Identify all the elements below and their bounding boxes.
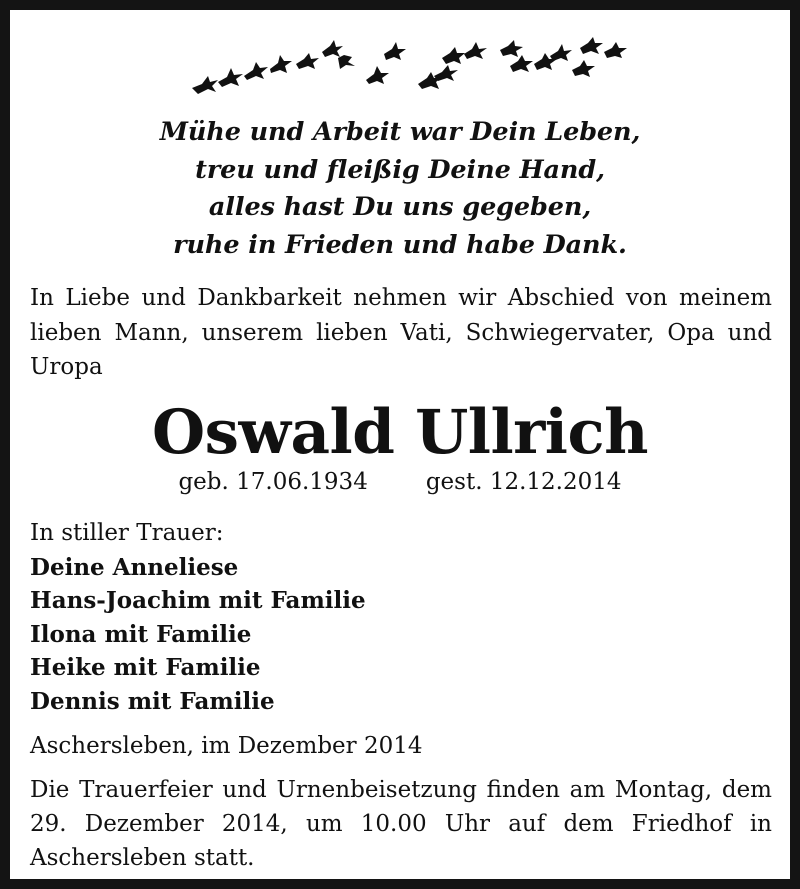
poem bbox=[28, 114, 772, 264]
poem-line: treu und fleißig Deine Hand, bbox=[195, 154, 605, 185]
mourners bbox=[30, 517, 366, 718]
birth-date: geb. 17.06.1934 bbox=[178, 469, 368, 495]
intro-text: In Liebe und Dankbarkeit nehmen wir Abschied von meinem lieben Mann, unserem lieben Vati, Schwiegervater, Opa und Uropa bbox=[30, 285, 772, 380]
poem-line: alles hast Du uns gegeben, bbox=[208, 192, 592, 222]
mourner-name: Ilona mit Familie bbox=[30, 620, 252, 648]
life-dates bbox=[10, 465, 790, 499]
service-info: Die Trauerfeier und Urnenbeisetzung finden am Montag, dem 29. Dezember 2014, um 10.00 Uhr auf dem Friedhof in Aschersleben statt. bbox=[30, 777, 772, 871]
place-date: Aschersleben, im Dezember 2014 bbox=[30, 733, 423, 759]
mourner-name: Dennis mit Familie bbox=[30, 687, 275, 715]
mourner-name: Heike mit Familie bbox=[30, 654, 261, 681]
poem-line: ruhe in Frieden und habe Dank. bbox=[173, 229, 627, 260]
deceased-name: Oswald Ullrich bbox=[152, 397, 648, 468]
poem-line: Mühe und Arbeit war Dein Leben, bbox=[159, 117, 641, 147]
mourners-heading: In stiller Trauer: bbox=[30, 520, 224, 546]
mourner-name: Hans-Joachim mit Familie bbox=[30, 587, 366, 614]
mourner-name: Deine Anneliese bbox=[30, 553, 239, 581]
flying-birds-icon bbox=[188, 36, 628, 106]
death-date: gest. 12.12.2014 bbox=[425, 469, 622, 495]
